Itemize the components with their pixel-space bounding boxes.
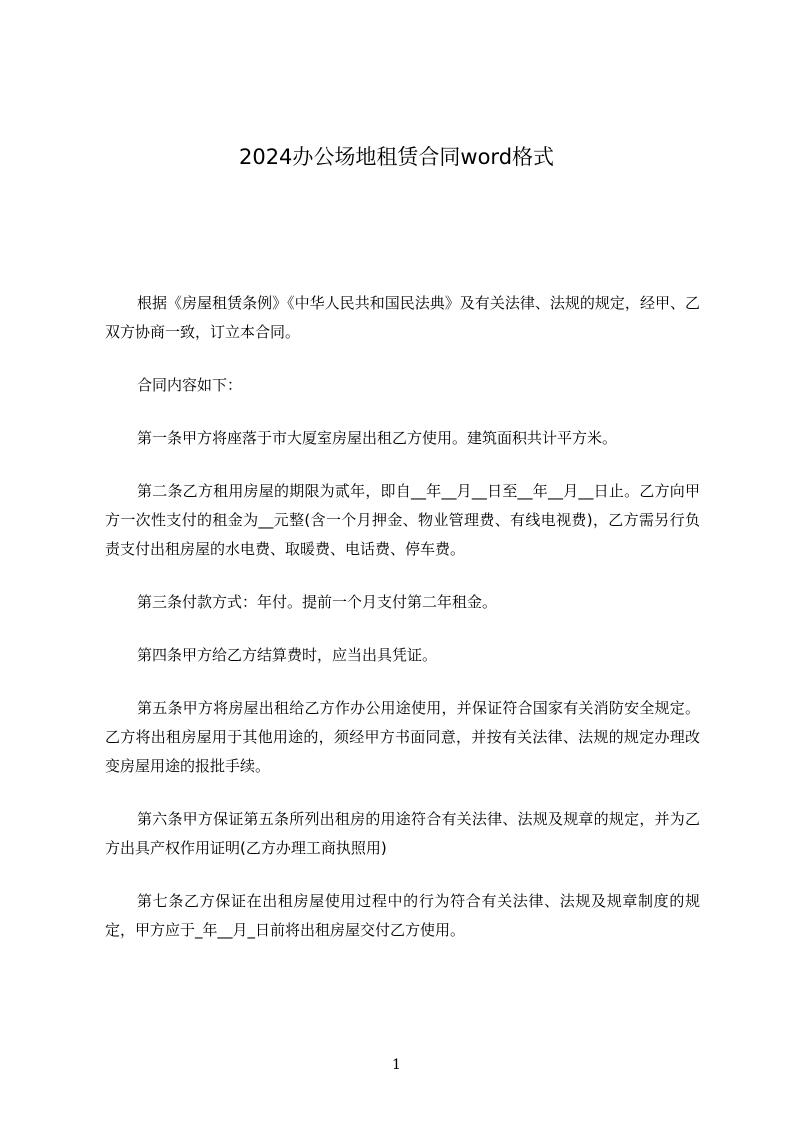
document-title: 2024办公场地租赁合同word格式 bbox=[238, 145, 555, 169]
paragraph-preamble: 根据《房屋租赁条例》《中华人民共和国民法典》及有关法律、法规的规定，经甲、乙双方协商一致，订立本合同。 bbox=[105, 294, 700, 341]
paragraph-article-4: 第四条甲方给乙方结算费时，应当出具凭证。 bbox=[137, 646, 438, 664]
paragraph-contents-intro: 合同内容如下： bbox=[137, 376, 243, 394]
paragraph-article-5: 第五条甲方将房屋出租给乙方作办公用途使用，并保证符合国家有关消防安全规定。乙方将出租房屋用于其他用途的，须经甲方书面同意，并按有关法律、法规的规定办理改变房屋用途的报批手续。 bbox=[105, 699, 700, 775]
paragraph-article-2: 第二条乙方租用房屋的期限为贰年，即自__年__月__日至__年__月__日止。乙方向甲方一次性支付的租金为__元整(含一个月押金、物业管理费、有线电视费)，乙方需另行负责支付出租房屋的水电费、取暖费、电话费、停车费。 bbox=[105, 482, 700, 558]
document-body bbox=[105, 289, 700, 969]
page-number: 1 bbox=[392, 1057, 401, 1073]
paragraph-article-3: 第三条付款方式：年付。提前一个月支付第二年租金。 bbox=[137, 593, 498, 611]
paragraph-article-7: 第七条乙方保证在出租房屋使用过程中的行为符合有关法律、法规及规章制度的规定，甲方应于_年__月_日前将出租房屋交付乙方使用。 bbox=[105, 892, 700, 939]
paragraph-article-1: 第一条甲方将座落于市大厦室房屋出租乙方使用。建筑面积共计平方米。 bbox=[137, 429, 618, 447]
paragraph-article-6: 第六条甲方保证第五条所列出租房的用途符合有关法律、法规及规章的规定，并为乙方出具产权作用证明(乙方办理工商执照用) bbox=[105, 810, 700, 857]
